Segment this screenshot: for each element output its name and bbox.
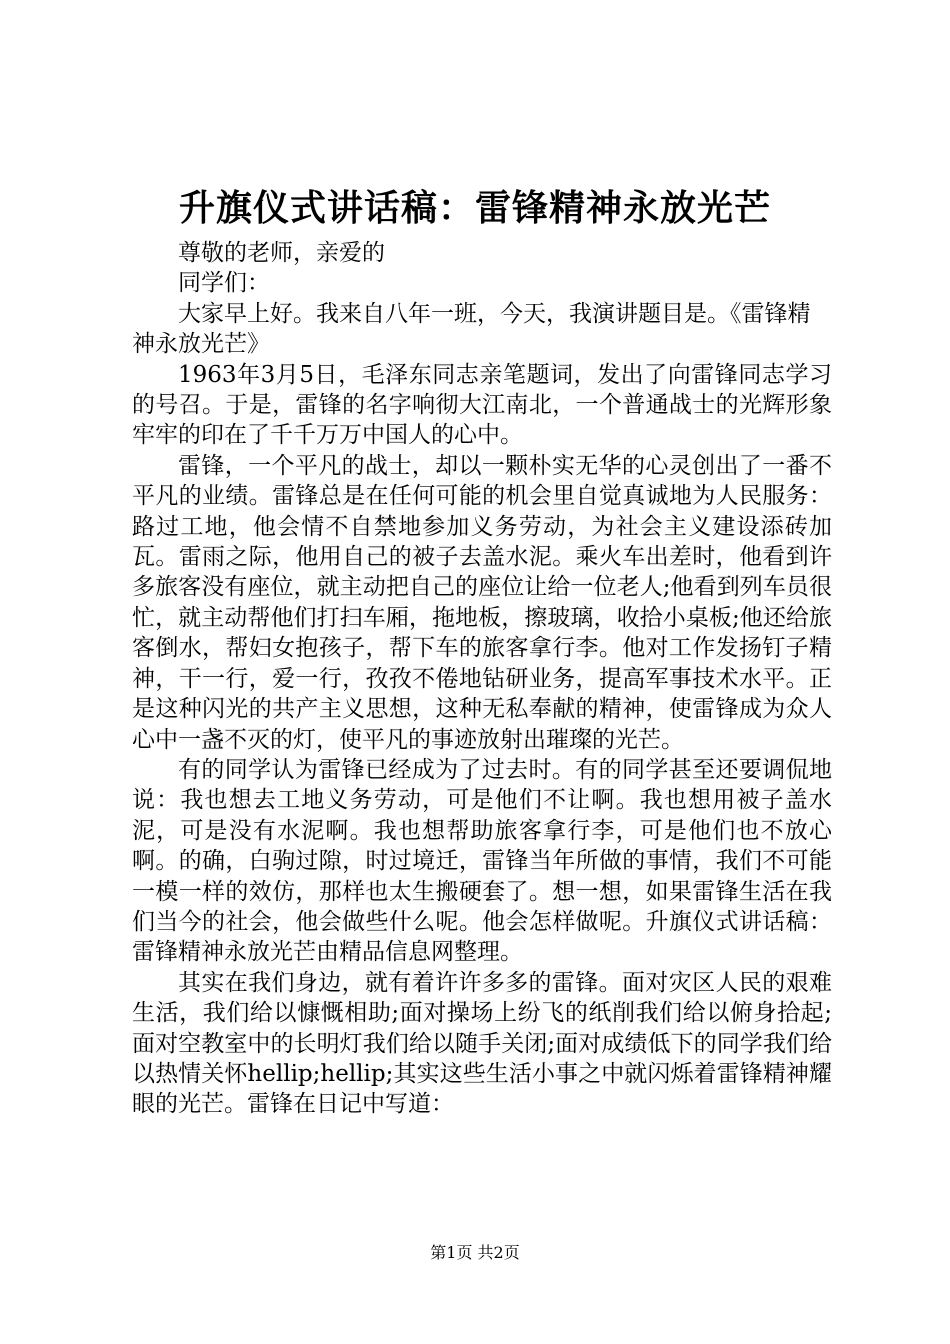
paragraph-today: 有的同学认为雷锋已经成为了过去时。有的同学甚至还要调侃地说：我也想去工地义务劳动，可是他们不让啊。我也想用被子盖水泥，可是没有水泥啊。我也想帮助旅客拿行李，可是他们也不放心啊。的确，白驹过隙，时过境迁，雷锋当年所做的事情，我们不可能一模一样的效仿，那样也太生搬硬套了。想一想，如果雷锋生活在我们当今的社会，他会做些什么呢。他会怎样做呢。升旗仪式讲话稿：雷锋精神永放光芒由精品信息网整理。	[132, 756, 832, 966]
document-body	[132, 238, 832, 1120]
paragraph-history: 1963年3月5日，毛泽东同志亲笔题词，发出了向雷锋同志学习的号召。于是，雷锋的名字响彻大江南北，一个普通战士的光辉形象牢牢的印在了千千万万中国人的心中。	[132, 361, 832, 449]
page-title: 升旗仪式讲话稿：雷锋精神永放光芒	[178, 187, 771, 229]
paragraph-around-us: 其实在我们身边，就有着许许多多的雷锋。面对灾区人民的艰难生活，我们给以慷慨相助;面对操场上纷飞的纸削我们给以俯身拾起;面对空教室中的长明灯我们给以随手关闭;面对成绩低下的同学我们给以热情关怀hellip;hellip;其实这些生活小事之中就闪烁着雷锋精神耀眼的光芒。雷锋在日记中写道：	[132, 969, 832, 1118]
paragraph-deeds: 雷锋，一个平凡的战士，却以一颗朴实无华的心灵创出了一番不平凡的业绩。雷锋总是在任何可能的机会里自觉真诚地为人民服务：路过工地，他会情不自禁地参加义务劳动，为社会主义建设添砖加瓦。雷雨之际，他用自己的被子去盖水泥。乘火车出差时，他看到许多旅客没有座位，就主动把自己的座位让给一位老人;他看到列车员很忙，就主动帮他们打扫车厢，拖地板，擦玻璃，收拾小桌板;他还给旅客倒水，帮妇女抱孩子，帮下车的旅客拿行李。他对工作发扬钉子精神，干一行，爱一行，孜孜不倦地钻研业务，提高军事技术水平。正是这种闪光的共产主义思想，这种无私奉献的精神，使雷锋成为众人心中一盏不灭的灯，使平凡的事迹放射出璀璨的光芒。	[132, 452, 832, 753]
greeting-line-2: 同学们：	[178, 270, 270, 297]
greeting-line-1: 尊敬的老师，亲爱的	[178, 240, 385, 266]
page-number-footer: 第1页 共2页	[430, 1243, 520, 1262]
paragraph-intro: 大家早上好。我来自八年一班，今天，我演讲题目是。《雷锋精神永放光芒》	[132, 300, 811, 358]
